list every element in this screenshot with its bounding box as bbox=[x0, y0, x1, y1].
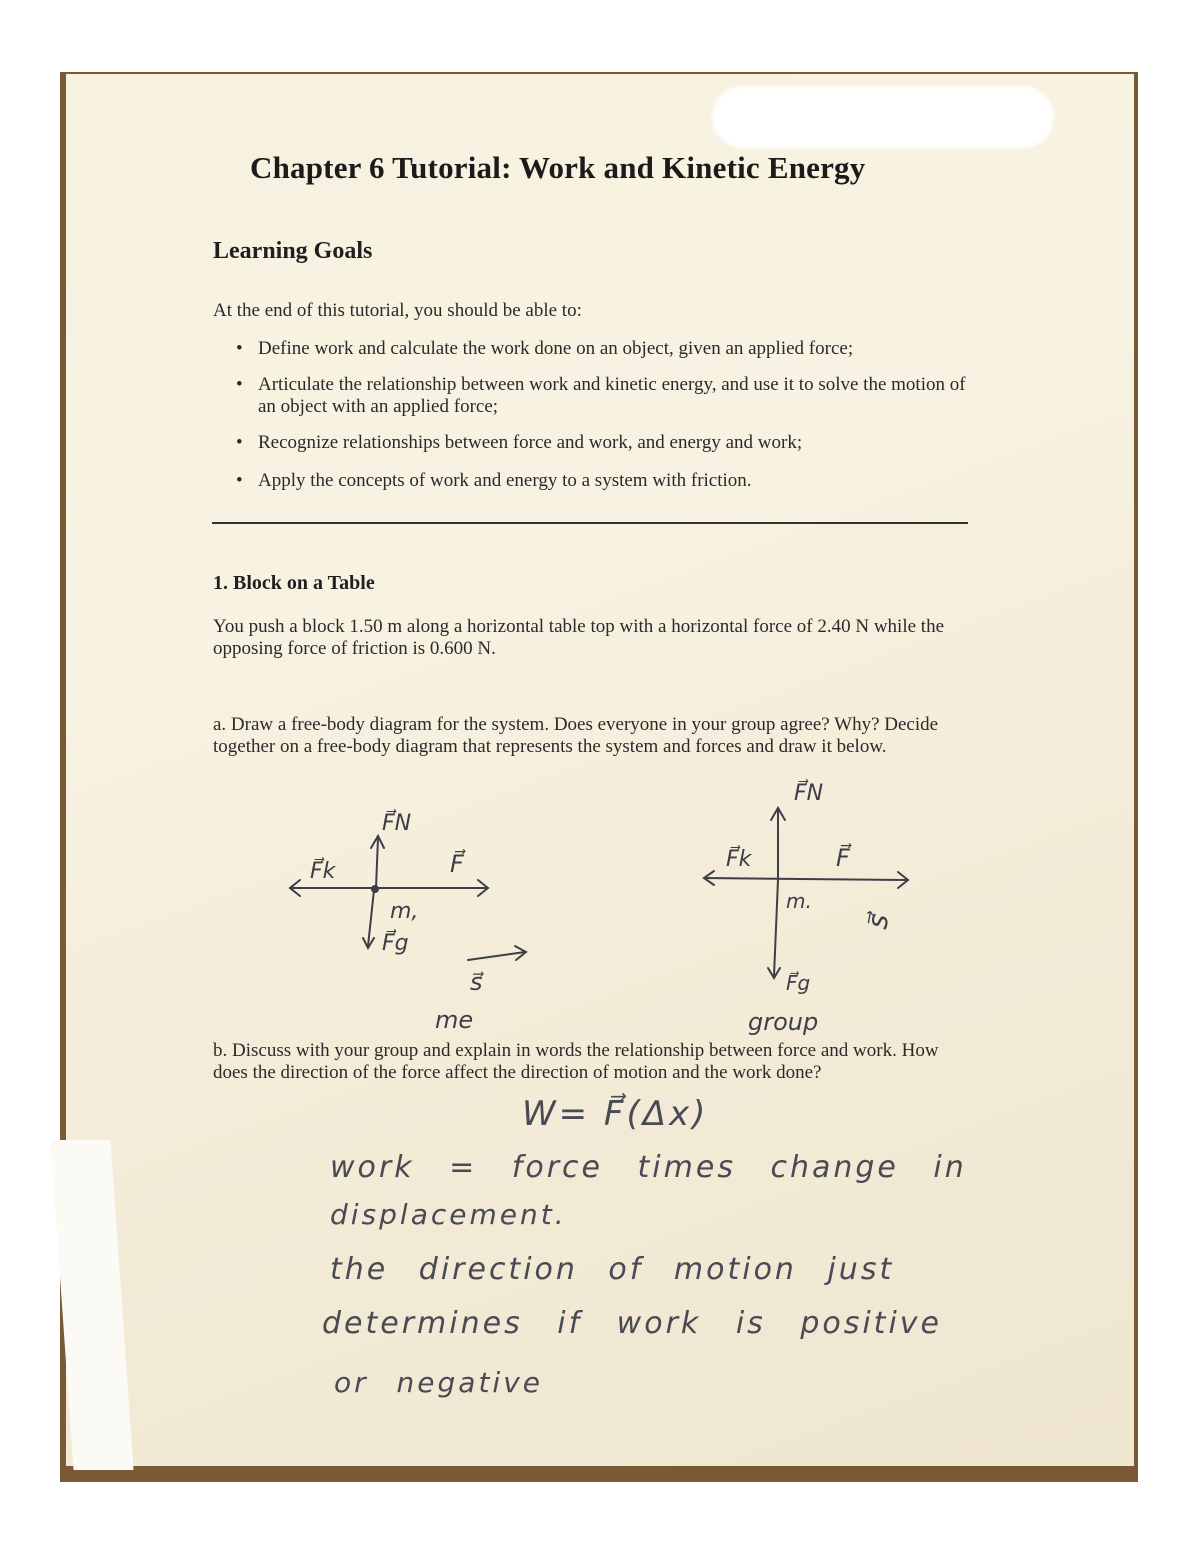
answer-line-4: determines if work is positive bbox=[322, 1306, 942, 1341]
problem-1-part-b: b. Discuss with your group and explain in words the relationship between force and work. How does the direction of the force affect the direction of motion and the work done? bbox=[213, 1040, 939, 1083]
redacted-name-area bbox=[712, 86, 1054, 148]
normal-force-label: F⃗N bbox=[794, 781, 824, 806]
goal-item: • Recognize relationships between force and work, and energy and work; bbox=[236, 432, 803, 453]
gravity-force-label: F⃗g bbox=[382, 931, 409, 956]
displacement-label: s⃗ bbox=[470, 968, 483, 996]
answer-line-2: displacement. bbox=[330, 1198, 567, 1231]
goal-item: • Articulate the relationship between work and kinetic energy, and use it to solve the motion of an object with an applied force; bbox=[236, 374, 966, 417]
applied-force-label: F⃗ bbox=[450, 850, 464, 878]
block-dot bbox=[371, 885, 379, 893]
answer-line-5: or negative bbox=[334, 1366, 544, 1399]
goal-item: • Define work and calculate the work done on an object, given an applied force; bbox=[236, 338, 854, 359]
gravity-force-line bbox=[774, 880, 778, 976]
bullet-icon: • bbox=[236, 374, 243, 395]
gravity-force-label: F⃗g bbox=[786, 971, 811, 995]
friction-force-label: F⃗k bbox=[726, 847, 752, 872]
mass-label: m. bbox=[786, 889, 812, 913]
problem-1-statement: You push a block 1.50 m along a horizontal table top with a horizontal force of 2.40 N while the opposing force of friction is 0.600 N. bbox=[213, 616, 944, 659]
free-body-diagram-group bbox=[690, 781, 950, 1040]
diagram-me-caption: me bbox=[435, 1006, 474, 1034]
displacement-label: s⃗ bbox=[860, 911, 896, 932]
goal-item: • Apply the concepts of work and energy to a system with friction. bbox=[236, 470, 752, 491]
bullet-icon: • bbox=[236, 338, 243, 359]
bullet-icon: • bbox=[236, 432, 243, 453]
normal-force-label: F⃗N bbox=[382, 811, 412, 836]
answer-line-1: work = force times change in bbox=[330, 1150, 967, 1185]
document-title: Chapter 6 Tutorial: Work and Kinetic Energy bbox=[250, 150, 866, 185]
applied-force-label: F⃗ bbox=[836, 844, 850, 872]
learning-goals-list bbox=[236, 338, 976, 492]
answer-line-3: the direction of motion just bbox=[330, 1252, 895, 1287]
learning-goals-intro: At the end of this tutorial, you should be able to: bbox=[213, 300, 582, 321]
work-equation: W= F⃗(Δx) bbox=[522, 1094, 709, 1134]
problem-1-part-a: a. Draw a free-body diagram for the system. Does everyone in your group agree? Why? Decide together on a free-body diagram that represents the system and forces and draw it below. bbox=[213, 714, 939, 757]
free-body-diagram-me bbox=[270, 800, 570, 1034]
normal-force-line bbox=[376, 838, 378, 888]
bullet-icon: • bbox=[236, 470, 243, 491]
diagram-group-caption: group bbox=[748, 1008, 819, 1036]
horizontal-axis-line bbox=[704, 878, 908, 880]
problem-1-heading: 1. Block on a Table bbox=[213, 572, 375, 594]
section-divider bbox=[212, 522, 968, 524]
mass-label: m, bbox=[390, 899, 419, 924]
friction-force-label: F⃗k bbox=[310, 859, 336, 884]
learning-goals-heading: Learning Goals bbox=[213, 238, 373, 264]
